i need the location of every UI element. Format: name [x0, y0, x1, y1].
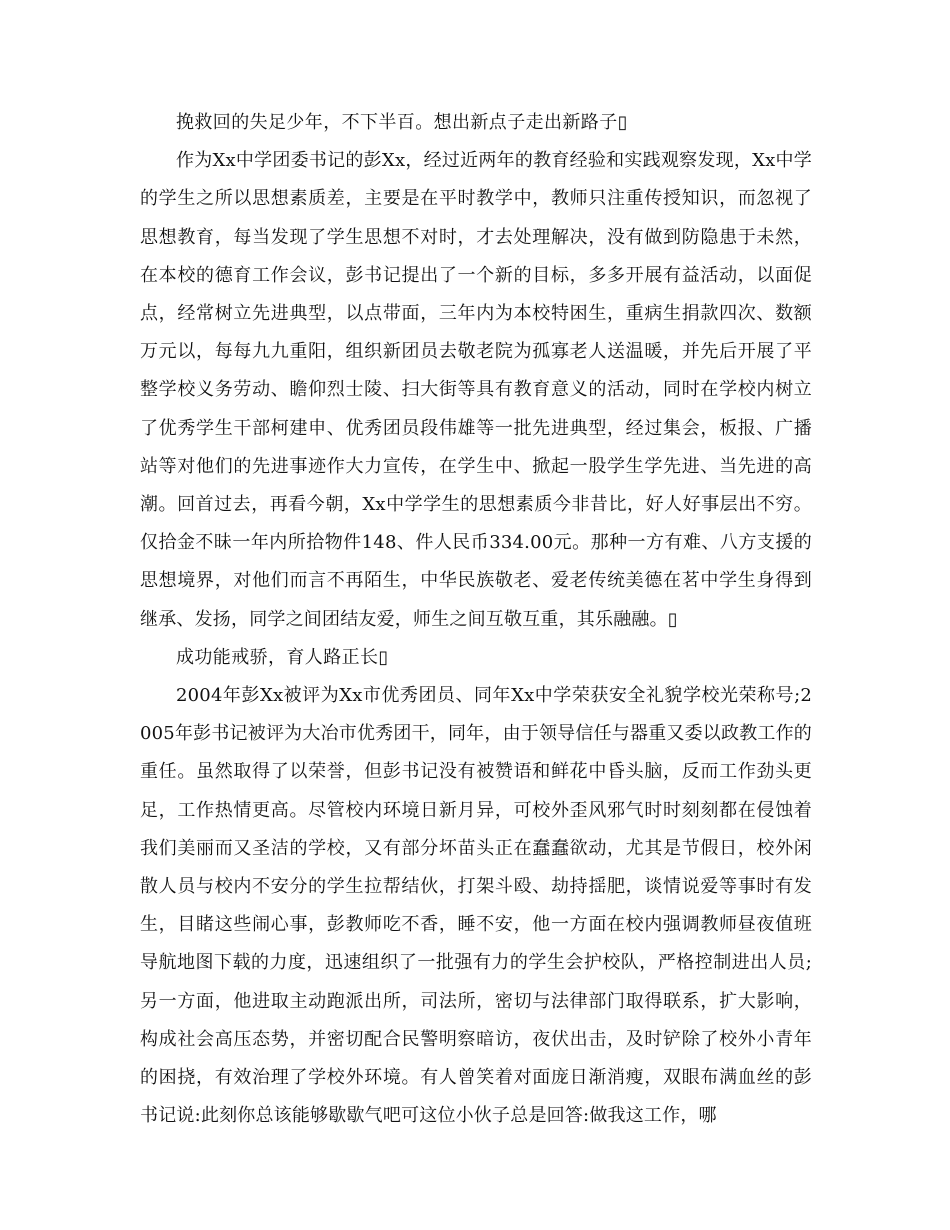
paragraph-intro-heading: 挽救回的失足少年，不下半百。想出新点子走出新路子▯: [176, 112, 628, 133]
paragraph-achievements: 2004年彭Xx被评为Xx市优秀团员、同年Xx中学荣获安全礼貌学校光荣称号;2005年彭书记被评为大冶市优秀团干，同年，由于领导信任与器重又委以政教工作的重任。虽然取得了以荣誉，但彭书记没有被赞语和鲜花中昏头脑，反而工作劲头更足，工作热情更高。尽管校内环境日新月异，可校外歪风邪气时时刻刻都在侵蚀着我们美丽而又圣洁的学校，又有部分坏苗头正在蠢蠢欲动，尤其是节假日，校外闲散人员与校内不安分的学生拉帮结伙，打架斗殴、劫持揺肥，谈情说爱等事时有发生，目睹这些闹心事，彭教师吃不香，睡不安，他一方面在校内强调教师昼夜值班导航地图下载的力度，迅速组织了一批强有力的学生会护校队，严格控制进出人员;另一方面，他进取主动跑派出所，司法所，密切与法律部门取得联系，扩大影响，构成社会高压态势，并密切配合民警明察暗访，夜伏出击，及时铲除了校外小青年的困挠，有效治理了学校外环境。有人曾笑着对面庞日渐消瘦，双眼布满血丝的彭书记说:此刻你总该能够歇歇气吧可这位小伙子总是回答:做我这工作，哪: [140, 685, 812, 1127]
paragraph-moral-education: 作为Xx中学团委书记的彭Xx，经过近两年的教育经验和实践观察发现，Xx中学的学生之所以思想素质差，主要是在平时教学中，教师只注重传授知识，而忽视了思想教育，每当发现了学生思想不对时，才去处理解决，没有做到防隐患于未然，在本校的德育工作会议，彭书记提出了一个新的目标，多多开展有益活动，以面促点，经常树立先进典型，以点带面，三年内为本校特困生，重病生捐款四次、数额万元以，每每九九重阳，组织新团员去敬老院为孤寡老人送温暖，并先后开展了平整学校义务劳动、瞻仰烈士陵、扫大街等具有教育意义的活动，同时在学校内树立了优秀学生干部柯建申、优秀团员段伟雄等一批先进典型，经过集会，板报、广播站等对他们的先进事迹作大力宣传，在学生中、掀起一股学生学先进、当先进的高潮。回首过去，再看今朝，Xx中学学生的思想素质今非昔比，好人好事层出不穷。仅拾金不昧一年内所拾物件148、件人民币334.00元。那种一方有难、八方支援的思想境界，对他们而言不再陌生，中华民族敬老、爱老传统美德在茗中学生身得到继承、发扬，同学之间团结友爱，师生之间互敬互重，其乐融融。▯: [140, 150, 812, 630]
paragraph-section-heading: 成功能戒骄，育人路正长▯: [176, 646, 389, 668]
document-body: [140, 104, 812, 1135]
